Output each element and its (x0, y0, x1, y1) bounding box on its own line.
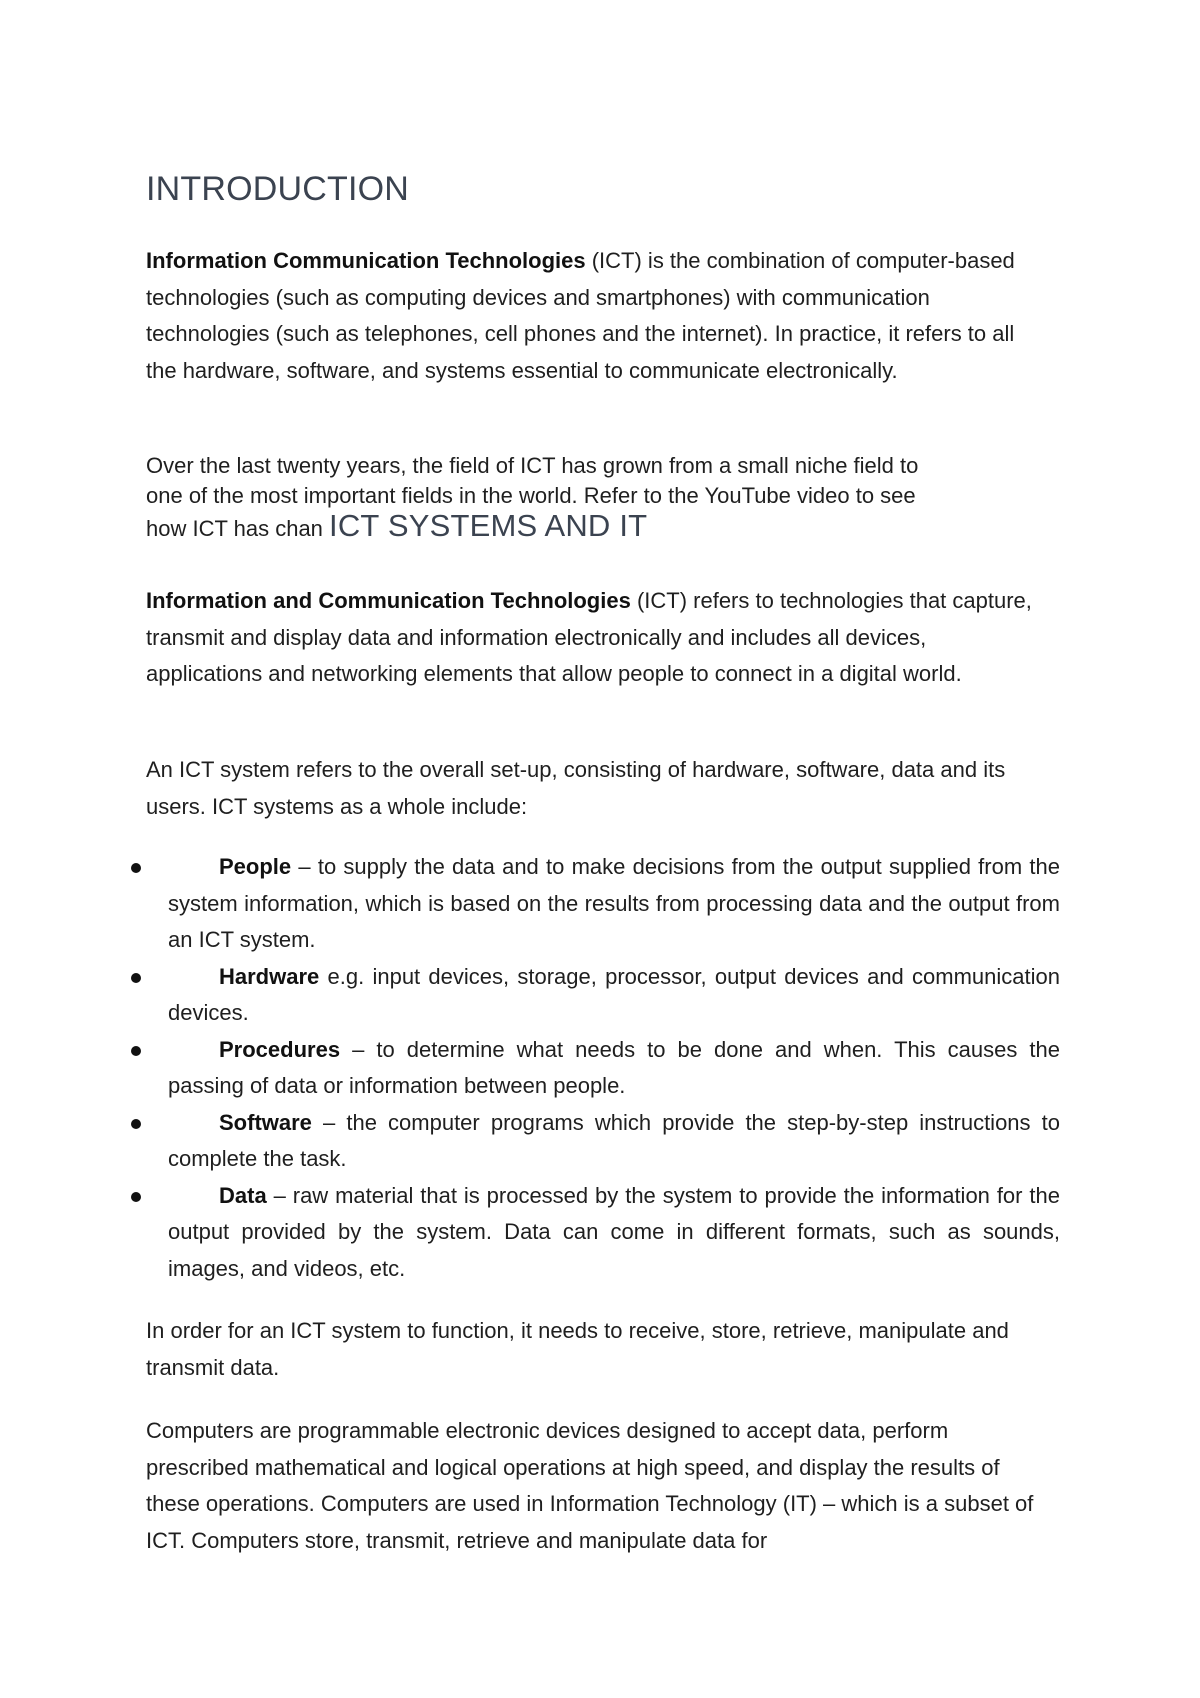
list-item-text: – to supply the data and to make decisions from the output supplied from the system information, which is based on the results from processing data and the output from an ICT system. (168, 854, 1060, 952)
intro-term: Information Communication Technologies (146, 248, 586, 273)
growth-paragraph (146, 451, 1046, 544)
list-item-term: Data (219, 1182, 267, 1208)
list-item-text: – to determine what needs to be done and when. This causes the passing of data or information between people. (168, 1036, 1060, 1098)
bullet-icon (131, 1192, 141, 1202)
system-intro-paragraph: An ICT system refers to the overall set-up, consisting of hardware, software, data and its users. ICT systems as a whole include: (146, 757, 1006, 819)
list-item-term: Hardware (219, 963, 320, 989)
intro-text: (ICT) is the combination of computer-based technologies (such as computing devices and smartphones) with communication technologies (such as telephones, cell phones and the internet). In practice, it refers to all the hardware, software, and systems essential to communicate electronically. (146, 248, 1015, 383)
list-item-text: e.g. input devices, storage, processor, output devices and communication devices. (168, 963, 1060, 1025)
list-item-procedures (168, 1032, 1060, 1105)
growth-line-1: Over the last twenty years, the field of ICT has grown from a small niche field to (146, 453, 919, 478)
list-item-term: Procedures (219, 1036, 341, 1062)
page-title: INTRODUCTION (146, 170, 410, 208)
list-item-text: – raw material that is processed by the system to provide the information for the output provided by the system. Data can come in different formats, such as sounds, images, and videos, etc. (168, 1182, 1060, 1281)
definition-text: (ICT) refers to technologies that capture, transmit and display data and information electronically and includes all devices, applications and networking elements that allow people to connect in a digital world. (146, 588, 1032, 686)
bullet-icon (131, 1046, 141, 1056)
bullet-icon (131, 973, 141, 983)
list-item-people (168, 849, 1060, 959)
components-list (0, 849, 1200, 1287)
growth-line-2: one of the most important fields in the world. Refer to the YouTube video to see (146, 483, 916, 508)
list-item-data (168, 1178, 1060, 1288)
list-item-text: – the computer programs which provide the step-by-step instructions to complete the task. (168, 1109, 1060, 1171)
section-heading: ICT SYSTEMS AND IT (329, 508, 648, 543)
bullet-icon (131, 1119, 141, 1129)
definition-paragraph (146, 583, 1046, 693)
intro-paragraph (146, 243, 1046, 389)
definition-term: Information and Communication Technologies (146, 588, 631, 613)
bullet-icon (131, 863, 141, 873)
function-paragraph: In order for an ICT system to function, it needs to receive, store, retrieve, manipulate and transmit data. (146, 1318, 1009, 1380)
list-item-term: People (219, 854, 292, 879)
list-item-software (168, 1105, 1060, 1178)
growth-line-3 (146, 508, 1046, 544)
growth-line-3-text: how ICT has chan (146, 516, 330, 541)
list-item-term: Software (219, 1109, 312, 1135)
computers-paragraph: Computers are programmable electronic devices designed to accept data, perform prescribed mathematical and logical operations at high speed, and display the results of these operations. Computers are used in Information Technology (IT) – which is a subset of ICT. Computers store, transmit, retrieve and manipulate data for (146, 1418, 1034, 1553)
list-item-hardware (168, 959, 1060, 1032)
